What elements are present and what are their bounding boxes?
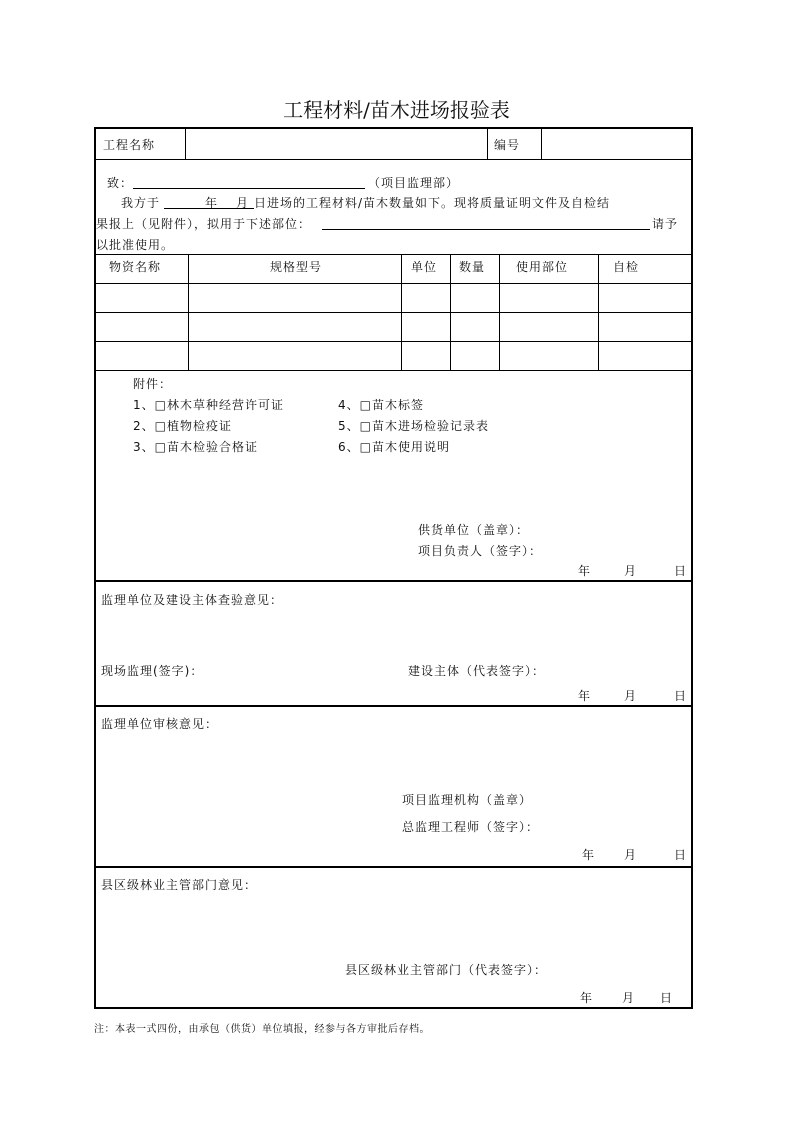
date-month: 月 [624, 689, 638, 703]
intro-line1-suffix: 日进场的工程材料/苗木数量如下。现将质量证明文件及自检结 [254, 196, 611, 210]
table-cell[interactable] [453, 319, 497, 337]
attachment-checkbox-item[interactable]: 3、□苗木检验合格证 [133, 440, 258, 454]
table-cell[interactable] [404, 348, 448, 366]
to-suffix: （项目监理部） [368, 176, 460, 190]
table-cell[interactable] [453, 348, 497, 366]
row-divider [95, 341, 692, 342]
column-header: 规格型号 [270, 260, 323, 274]
date-year: 年 [582, 848, 596, 862]
page-title: 工程材料/苗木进场报验表 [283, 98, 510, 122]
number-field[interactable] [546, 136, 686, 154]
footer-note: 注：本表一式四份，由承包（供货）单位填报，经参与各方审批后存档。 [94, 1024, 430, 1035]
date-year: 年 [578, 564, 592, 578]
owner-sign-label: 建设主体（代表签字）： [408, 664, 546, 678]
intro-month: 月 [236, 196, 250, 210]
attachment-checkbox-item[interactable]: 5、□苗木进场检验记录表 [338, 419, 489, 433]
row-divider [95, 254, 692, 255]
table-cell[interactable] [192, 348, 398, 366]
chief-engineer-sign-label: 总监理工程师（签字）： [402, 820, 540, 834]
table-cell[interactable] [404, 290, 448, 308]
usage-location-field[interactable] [322, 229, 650, 230]
date-day: 日 [674, 564, 688, 578]
table-cell[interactable] [601, 319, 691, 337]
intro-year: 年 [205, 196, 219, 210]
table-cell[interactable] [96, 348, 186, 366]
table-cell[interactable] [453, 290, 497, 308]
to-label: 致： [107, 176, 134, 190]
dept-sign-label: 县区级林业主管部门（代表签字）： [345, 963, 548, 977]
section-divider [95, 866, 692, 868]
review-heading: 监理单位审核意见： [101, 717, 219, 731]
column-header: 单位 [411, 260, 438, 274]
table-cell[interactable] [96, 290, 186, 308]
column-header: 物资名称 [109, 260, 162, 274]
row-divider [95, 312, 692, 313]
table-cell[interactable] [404, 319, 448, 337]
site-supervisor-sign-label: 现场监理(签字)： [101, 664, 204, 678]
table-cell[interactable] [502, 348, 596, 366]
project-name-label: 工程名称 [103, 138, 156, 152]
date-day: 日 [674, 848, 688, 862]
inspection-heading: 监理单位及建设主体查验意见： [101, 593, 284, 607]
table-cell[interactable] [502, 290, 596, 308]
intro-line2-prefix: 果报上（见附件），拟用于下述部位： [96, 217, 312, 231]
intro-line3: 以批准使用。 [96, 238, 175, 252]
row-divider [95, 370, 692, 371]
intro-prefix: 我方于 [121, 196, 161, 210]
attachment-checkbox-item[interactable]: 1、□林木草种经营许可证 [133, 398, 284, 412]
agency-seal-label: 项目监理机构（盖章） [402, 793, 533, 807]
to-recipient-field[interactable] [133, 188, 365, 189]
date-day: 日 [660, 991, 674, 1005]
intro-line2-suffix: 请予 [652, 217, 679, 231]
attachment-checkbox-item[interactable]: 4、□苗木标签 [338, 398, 424, 412]
project-leader-sign-label: 项目负责人（签字）： [418, 544, 543, 558]
table-cell[interactable] [601, 348, 691, 366]
column-header: 使用部位 [516, 260, 569, 274]
entry-day-field[interactable] [222, 208, 254, 209]
date-month: 月 [624, 564, 638, 578]
table-cell[interactable] [192, 319, 398, 337]
table-cell[interactable] [192, 290, 398, 308]
row-divider [95, 283, 692, 284]
forestry-heading: 县区级林业主管部门意见： [101, 878, 258, 892]
date-month: 月 [624, 848, 638, 862]
divider [185, 128, 186, 159]
date-year: 年 [580, 991, 594, 1005]
column-header: 数量 [459, 260, 486, 274]
row-divider [95, 159, 692, 160]
number-label: 编号 [494, 138, 521, 152]
divider [541, 128, 542, 159]
attachment-checkbox-item[interactable]: 6、□苗木使用说明 [338, 440, 450, 454]
date-year: 年 [578, 689, 592, 703]
divider [487, 128, 488, 159]
attachments-label: 附件： [133, 377, 173, 391]
table-cell[interactable] [601, 290, 691, 308]
project-name-field[interactable] [190, 136, 485, 154]
date-day: 日 [674, 689, 688, 703]
supplier-seal-label: 供货单位（盖章）： [418, 523, 530, 537]
column-header: 自检 [613, 260, 640, 274]
section-divider [95, 580, 692, 582]
table-cell[interactable] [502, 319, 596, 337]
date-month: 月 [622, 991, 636, 1005]
table-cell[interactable] [96, 319, 186, 337]
attachment-checkbox-item[interactable]: 2、□植物检疫证 [133, 419, 232, 433]
section-divider [95, 705, 692, 707]
